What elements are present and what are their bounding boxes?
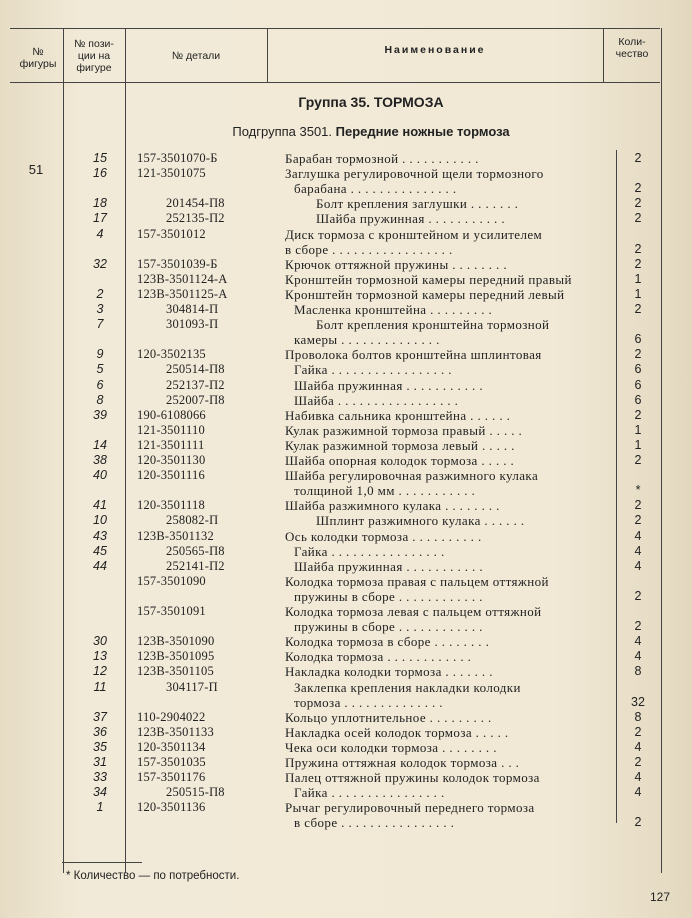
quantity: 8 (634, 709, 642, 724)
part-number: 250514-П8 (166, 362, 225, 377)
header-name-label: Наименование (384, 44, 486, 56)
part-number: 157-3501090 (137, 573, 206, 588)
footnote: * Количество — по потребности. (66, 870, 240, 882)
position-number: 45 (93, 543, 107, 558)
figure-number (12, 162, 60, 177)
quantity: 6 (634, 362, 642, 377)
position-number: 5 (96, 362, 104, 377)
part-number: 190-6108066 (137, 407, 206, 422)
part-number: 304814-П (166, 302, 219, 316)
item-name: Колодка тормоза левая с пальцем оттяжной (285, 604, 542, 619)
part-number: 120-3502135 (137, 347, 206, 362)
quantity: 2 (634, 815, 642, 830)
quantity: 2 (634, 241, 642, 256)
header-qty-line1: Коли- (618, 36, 646, 48)
item-name: Шайба разжимного кулака . . . . . . . . (285, 498, 500, 514)
header-figure (14, 46, 62, 70)
item-name: Болт крепления заглушки . . . . . . . (316, 196, 519, 212)
item-name: Кронштейн тормозной камеры передний левый (285, 286, 565, 302)
subgroup-title (126, 124, 616, 139)
part-number: 157-3501070-Б (137, 151, 218, 165)
item-name: Шайба пружинная . . . . . . . . . . . (294, 377, 483, 393)
item-name: в сборе . . . . . . . . . . . . . . . . (294, 815, 455, 831)
quantity: 2 (634, 588, 642, 603)
item-name: толщиной 1,0 мм . . . . . . . . . . . (294, 483, 476, 499)
position-number: 4 (96, 226, 104, 241)
item-name: Чека оси колодки тормоза . . . . . . . . (285, 739, 497, 755)
item-name: Гайка . . . . . . . . . . . . . . . . (294, 543, 445, 559)
position-number: 10 (93, 513, 107, 528)
part-number: 123В-3501090 (137, 634, 215, 649)
position-number: 2 (96, 286, 104, 301)
item-name: Гайка . . . . . . . . . . . . . . . . (294, 785, 445, 801)
item-name: Гайка . . . . . . . . . . . . . . . . . (294, 362, 452, 378)
part-number: 123В-3501095 (137, 649, 215, 664)
part-number: 157-3501176 (137, 770, 206, 785)
part-number: 157-3501039-Б (137, 256, 218, 271)
part-number: 250515-П8 (166, 785, 225, 800)
col-divider-name-lower (616, 150, 617, 823)
position-number: 40 (93, 468, 107, 483)
item-name: Колодка тормоза . . . . . . . . . . . . (285, 649, 472, 665)
position-number: 11 (93, 679, 107, 694)
position-number: 7 (96, 317, 104, 332)
part-number: 252141-П2 (166, 558, 225, 573)
position-number: 3 (96, 302, 104, 316)
part-number: 120-3501130 (137, 453, 206, 467)
quantity: 4 (634, 785, 642, 800)
part-number: 258082-П (166, 513, 219, 528)
quantity: 6 (634, 377, 642, 392)
quantity: 1 (634, 422, 642, 437)
part-number: 121-3501110 (137, 422, 205, 437)
item-name: Палец оттяжной пружины колодок тормоза (285, 770, 540, 786)
quantity: 4 (634, 528, 642, 543)
part-number: 123В-3501105 (137, 664, 214, 679)
part-number: 201454-П8 (166, 196, 225, 211)
quantity: 32 (631, 694, 645, 709)
item-name: Колодка тормоза правая с пальцем оттяжной (285, 573, 549, 589)
part-number: 252137-П2 (166, 377, 225, 392)
item-name: Кольцо уплотнительное . . . . . . . . . (285, 709, 492, 725)
position-number: 44 (93, 558, 107, 573)
part-number: 301093-П (166, 317, 219, 332)
part-number: 120-3501136 (137, 800, 206, 815)
group-title (126, 94, 616, 110)
part-number: 123В-3501133 (137, 724, 214, 739)
position-number: 12 (93, 664, 107, 679)
item-name: Кронштейн тормозной камеры передний правый (285, 271, 572, 287)
header-position (64, 38, 124, 74)
quantity: 4 (634, 543, 642, 558)
item-name: Барабан тормозной . . . . . . . . . . . (285, 151, 479, 166)
item-name: Колодка тормоза в сборе . . . . . . . . (285, 634, 490, 650)
position-number: 32 (93, 256, 107, 271)
item-name: Пружина оттяжная колодок тормоза . . . (285, 755, 520, 770)
header-figure-label: № фигуры (19, 46, 57, 70)
table-header-rule (10, 82, 660, 83)
subgroup-name: Передние ножные тормоза (335, 124, 510, 139)
position-number: 9 (96, 347, 104, 362)
quantity: 4 (634, 558, 642, 573)
item-name: Шплинт разжимного кулака . . . . . . (316, 513, 525, 529)
part-number: 121-3501075 (137, 166, 206, 181)
quantity: 4 (634, 739, 642, 754)
col-divider-figure (63, 28, 64, 873)
header-name (268, 44, 602, 56)
item-name: Заглушка регулировочной щели тормозного (285, 166, 544, 182)
item-name: Шайба регулировочная разжимного кулака (285, 468, 539, 484)
quantity: 2 (634, 619, 642, 634)
quantity: 1 (634, 286, 642, 301)
page-number: 127 (650, 890, 671, 904)
position-number: 14 (93, 437, 107, 452)
quantity: 2 (634, 453, 642, 467)
header-part (126, 50, 266, 62)
quantity: 4 (634, 649, 642, 664)
position-number: 16 (93, 166, 107, 181)
part-number: 157-3501035 (137, 755, 206, 769)
part-number: 157-3501091 (137, 604, 206, 618)
part-number: 252135-П2 (166, 211, 225, 226)
position-number: 43 (93, 528, 107, 543)
part-number: 252007-П8 (166, 392, 225, 407)
position-number: 8 (96, 392, 104, 407)
item-name: пружины в сборе . . . . . . . . . . . . (294, 619, 483, 635)
quantity: 2 (634, 256, 642, 271)
group-title-text: Группа 35. ТОРМОЗА (298, 94, 444, 110)
item-name: тормоза . . . . . . . . . . . . . . (294, 694, 443, 710)
quantity: 2 (634, 196, 642, 211)
item-name: Диск тормоза с кронштейном и усилителем (285, 226, 543, 242)
item-name: Заклепка крепления накладки колодки (294, 679, 521, 695)
part-number: 110-2904022 (137, 709, 206, 724)
position-number: 31 (93, 755, 107, 769)
position-number: 39 (93, 407, 107, 422)
header-qty (604, 36, 660, 60)
item-name: Кулак разжимной тормоза левый . . . . . (285, 437, 515, 453)
item-name: Шайба пружинная . . . . . . . . . . . (316, 211, 505, 227)
position-number: 41 (93, 498, 107, 513)
part-number: 157-3501012 (137, 226, 206, 241)
header-position-line1: № пози- (74, 38, 114, 50)
part-number: 120-3501118 (137, 498, 205, 513)
part-number: 120-3501116 (137, 468, 205, 483)
quantity: * (635, 483, 641, 498)
position-number: 35 (93, 739, 107, 754)
part-number: 304117-П (166, 679, 218, 694)
quantity: 2 (634, 498, 642, 513)
header-position-line3: фигуре (76, 62, 112, 74)
position-number: 37 (93, 709, 107, 724)
col-divider-qty (661, 28, 662, 873)
item-name: барабана . . . . . . . . . . . . . . . (294, 181, 457, 197)
quantity: 6 (634, 332, 642, 347)
item-name: Набивка сальника кронштейна . . . . . . (285, 407, 511, 423)
footnote-rule (62, 862, 142, 863)
position-number: 33 (93, 770, 107, 785)
quantity: 2 (634, 755, 642, 769)
quantity: 2 (634, 724, 642, 739)
item-name: Шайба . . . . . . . . . . . . . . . . . (294, 392, 459, 408)
position-number: 1 (96, 800, 104, 815)
item-name: Накладка колодки тормоза . . . . . . . (285, 664, 493, 680)
part-number: 123В-3501125-А (137, 286, 228, 301)
subgroup-number: Подгруппа 3501. (232, 124, 333, 139)
item-name: Накладка осей колодок тормоза . . . . . (285, 724, 509, 740)
figure-number-text: 51 (28, 162, 44, 177)
position-number: 34 (93, 785, 107, 800)
item-name: Масленка кронштейна . . . . . . . . . (294, 302, 493, 317)
item-name: камеры . . . . . . . . . . . . . . (294, 332, 440, 348)
item-name: в сборе . . . . . . . . . . . . . . . . . (285, 241, 453, 257)
part-number: 121-3501111 (137, 437, 205, 452)
quantity: 1 (634, 437, 642, 452)
quantity: 8 (634, 664, 642, 679)
item-name: Шайба пружинная . . . . . . . . . . . (294, 558, 483, 574)
quantity: 4 (634, 770, 642, 785)
part-number: 250565-П8 (166, 543, 225, 558)
quantity: 1 (634, 271, 642, 286)
quantity: 2 (634, 211, 642, 226)
item-name: Проволока болтов кронштейна шплинтовая (285, 347, 542, 363)
item-name: Рычаг регулировочный переднего тормоза (285, 800, 535, 816)
position-number: 17 (93, 211, 107, 226)
part-number: 123В-3501132 (137, 528, 214, 543)
quantity: 2 (634, 181, 642, 196)
header-qty-line2: чество (615, 48, 649, 60)
position-number: 13 (93, 649, 107, 664)
quantity: 2 (634, 407, 642, 422)
item-name: Ось колодки тормоза . . . . . . . . . . (285, 528, 482, 544)
quantity: 2 (634, 302, 642, 316)
position-number: 18 (93, 196, 107, 211)
item-name: Кулак разжимной тормоза правый . . . . . (285, 422, 523, 438)
position-number: 6 (96, 377, 104, 392)
part-number: 123В-3501124-А (137, 271, 228, 286)
part-number: 120-3501134 (137, 739, 206, 754)
quantity: 2 (634, 151, 642, 165)
position-number: 36 (93, 724, 107, 739)
quantity: 4 (634, 634, 642, 649)
quantity: 2 (634, 513, 642, 528)
item-name: Болт крепления кронштейна тормозной (316, 317, 550, 333)
header-part-label: № детали (171, 50, 221, 62)
quantity: 2 (634, 347, 642, 362)
quantity: 6 (634, 392, 642, 407)
position-number: 15 (93, 151, 107, 165)
item-name: Крючок оттяжной пружины . . . . . . . . (285, 256, 507, 272)
table-top-rule (10, 28, 660, 29)
item-name: пружины в сборе . . . . . . . . . . . . (294, 588, 483, 604)
position-number: 38 (93, 453, 107, 467)
header-position-line2: ции на (77, 50, 111, 62)
item-name: Шайба опорная колодок тормоза . . . . . (285, 453, 515, 468)
position-number: 30 (93, 634, 107, 649)
